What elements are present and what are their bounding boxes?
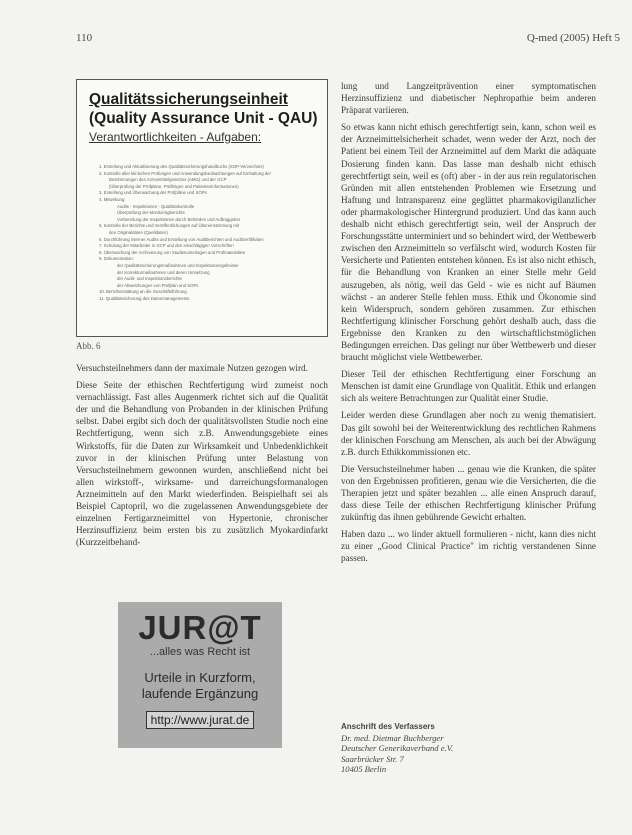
figure-list-item: 5. Kontrolle der Berichte und Veröffentlichungen auf Übereinstimmung mit [99,223,240,229]
body-paragraph: Dieser Teil der ethischen Rechtfertigung einer Forschung an Menschen ist damit eine Grundlage von Qualität. Ethik und erlangen sich als weitere Betrachtungen zur Qualität einer Studie. [341,369,596,404]
figure-list-item: 3. Erstellung und Überwachung der Prüfpläne und SOPs [99,190,207,196]
figure-list-item: Vorbereitung der Inspektionen durch Behörden und Auftraggeber [117,216,241,222]
author-address [341,722,596,775]
figure-list-item: 2. Kontrolle aller klinischen Prüfungen und Anwendungsbeobachtungen auf Einhaltung der [99,170,272,176]
page-number: 110 [76,32,93,44]
figure-list-item: 4. Mitwirkung: [99,196,126,202]
figure-list-item: (Überprüfung der Prüfpläne, Prüfbögen und Patienteninformationen) [109,183,239,189]
figure-list-item: 6. Durchführung interner Audits und Erstellung von Auditberichten und Auditzertifikaten [99,236,264,242]
figure-list-item: der Abweichungen von Prüfplan und SOPs [117,282,199,288]
jurat-logo: JUR@T [138,609,262,646]
figure-title-line2: (Quality Assurance Unit - QAU) [89,110,318,127]
jurat-advertisement [118,602,282,748]
ad-text-line: Urteile in Kurzform, [144,670,256,685]
figure-list-item: 1. Erstellung und Aktualisierung des Qualitätssicherungshandbuchs (SOP-Verzeichnis) [99,164,264,169]
figure-list-item: 9. Dokumentation: [99,256,134,262]
figure-task-list [89,164,317,302]
body-paragraph: Haben dazu ... wo linder aktuell formulieren - nicht, kann dies nicht zu einer „Good Clinical Practice" im richtig verstandenen Sinne passen. [341,529,596,564]
body-paragraph: So etwas kann nicht ethisch gerechtfertigt sein, kann, schon weil es der Arzneimittelsicherheit schadet, wenn weder der Arzt, noch der Patient bei einem Teil der Arzneimittel auf dem Markt die adäquate Dosierung finden kann. Das lasse man deshalb nicht ethisch gerechtfertigt sein, weil es (oft) aber - in der aus rein regulatorischen Gründen mit allen entstehenden Problemen wie Ersetzung und Haftung und Intransparenz eine geglättet pharmakovigilanzlicher oder pharmakologischer Hintergrund produziert. Und das kann auch deshalb nicht ethisch gerechtfertigt sein, weil der Anspruch der Forschungsstätte unterminiert und so behindert wird, der Wettbewerb zwischen den Arzneimitteln so verfälscht wird, wodurch Kosten für Versicherte und Patienten entstehen können. Es ist also nicht ethisch, für die Behandlung von Kranken an einer Stelle mehr Geld auszugeben, als nötig, weil das Geld - wie es nicht auf Bäumen wächst - an anderer Stelle fehlen muss. Ethik und Ökonomie sind kein Widerspruch, sondern gehören zusammen. Zur ethischen Rechtfertigung klinischer Forschung gehört deshalb auch, dass die Ergebnisse den Kranken zu den wirtschaftlichstmöglichen Bedingungen erreichen. Das gelingt nur über Wettbewerb und dieser braucht möglichst viele Wettbewerber. [341,122,596,363]
author-address-heading: Anschrift des Verfassers [341,722,435,731]
ad-text-line: laufende Ergänzung [141,686,259,701]
figure-subtitle: Verantwortlichkeiten - Aufgaben: [89,130,262,144]
right-text-column [341,80,596,570]
figure-title-line1: Qualitätssicherungseinheit [89,91,288,108]
figure-list-item: 11. Qualitätssicherung des Datenmanagements [99,295,190,301]
left-text-column [76,362,328,553]
author-street: Saarbrücker Str. 7 [341,753,404,764]
figure-list-item: der Audit- und Inspektionsberichte [117,276,182,282]
figure-list-item: der Qualitätssicherungsmaßnahmen und Inspektionsergebnisse [117,262,239,268]
figure-list-item: Audits - Inspektionen - Qualitätskontrolle [117,203,195,209]
figure-list-item: 8. Überwachung der Archivierung von Studienunterlagen und Prüfmaterialien [99,249,246,255]
body-paragraph: Die Versuchsteilnehmer haben ... genau wie die Kranken, die später von den Ergebnissen profitieren, genau wie die Versicherten, die die Therapien jetzt und später bezahlen ... alle einen Anspruch darauf, dass diese Teile der ethischen Rechtfertigung klinischer Prüfung zukünftig das ihnen gebührende Gewicht erhalten. [341,463,596,523]
figure-caption: Abb. 6 [76,341,101,351]
figure-list-item: den Originaldaten (Quelldaten) [109,229,168,235]
author-city: 10405 Berlin [341,764,387,774]
figure-list-item: der Korrekturmaßnahmen und deren Umsetzung [117,269,210,275]
figure-list-item: Überprüfung der Monitoringberichte [117,210,185,216]
body-paragraph: Leider werden diese Grundlagen aber noch zu wenig thematisiert. Das gilt sowohl bei der Weiterentwicklung des rechtlichen Rahmens der klinischen Forschung am Menschen, als auch bei der Abwägung z.B. durch Ethikkommissionen etc. [341,410,596,457]
author-name: Dr. med. Dietmar Buchberger [341,732,444,743]
figure-list-item: 10. Berichterstattung an die Geschäftsführung [99,289,187,295]
body-paragraph: lung und Langzeitprävention einer symptomatischen Herzinsuffizienz und diabetischer Nephropathie beim anderen Präparat variieren. [341,81,596,116]
figure-list-item: Bestimmungen des Arzneimittelgesetzes (AMG) und der GCP [109,177,227,183]
figure-list-item: 7. Schulung der Mitarbeiter in GCP und den einschlägigen Vorschriften [99,243,234,249]
author-organization: Deutscher Generikaverband e.V. [341,743,454,753]
qau-figure [76,79,328,337]
journal-reference: Q-med (2005) Heft 5 [526,32,620,44]
body-paragraph: Diese Seite der ethischen Rechtfertigung wird zumeist noch vernachlässigt. Fast alles Augenmerk richtet sich auf die Qualität der und die Behandlung von Probanden in der klinischen Prüfung selbst. Dabei ergibt sich doch der qualitätsvollsten Studie noch eine Rechtfertigung, wenn sich z.B. Anwendungsgebiete eines Wirkstoffs, für die Daten zur Wirksamkeit und Unbedenklichkeit zuvor in der klinischen Prüfung unter Belastung von Versuchsteilnehmern gewonnen wurden, anschließend nicht bei allen wirkstoff-, wirksame- und darreichungsformanalogen Arzneimitteln auf den Markt wiederfinden. Beispielhaft sei als Beispiel Captopril, wo die zugelassenen Anwendungsgebiete der einzelnen Fertigarzneimittel von Hypertonie, chronischer Herzinsuffizienz beim ersten bis zu zusätzlich Myokardinfarkt (Kurzzeitbehand- [76,380,328,548]
ad-tagline: ...alles was Recht ist [149,646,251,658]
ad-url-link[interactable]: http://www.jurat.de [146,711,255,729]
body-paragraph: Versuchsteilnehmers dann der maximale Nutzen gezogen wird. [76,363,308,373]
